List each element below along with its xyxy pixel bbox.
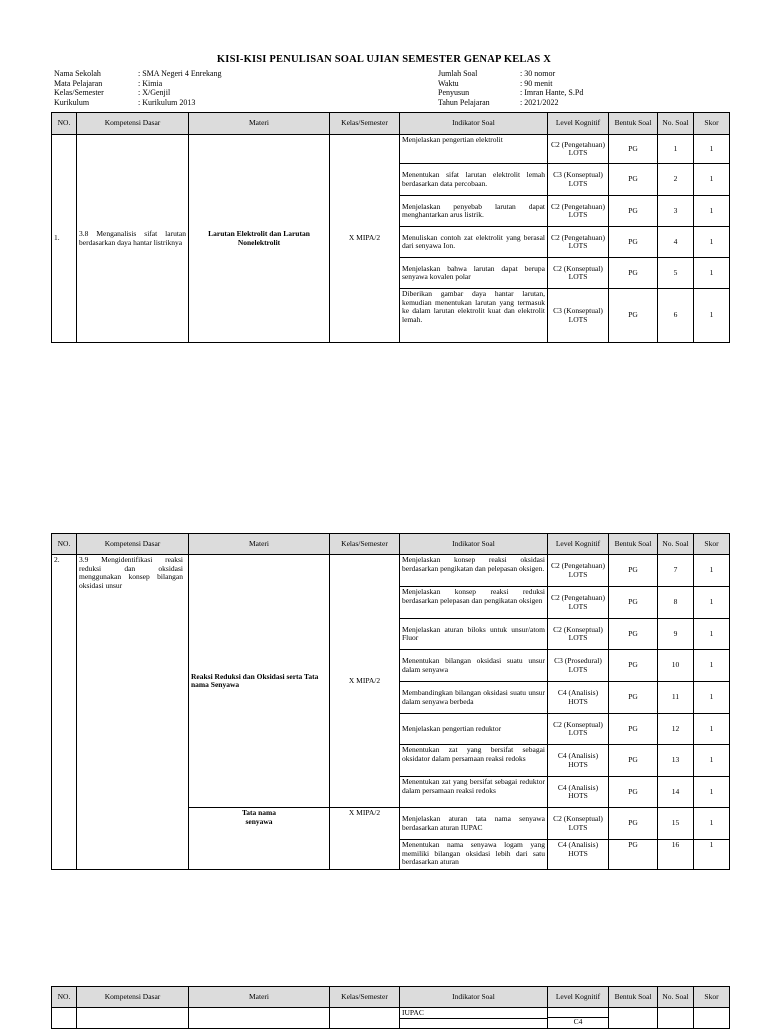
cell-level: C2 (Konseptual) LOTS: [548, 714, 609, 745]
cell-level: C2 (Pengetahuan) LOTS: [548, 227, 609, 258]
info-value: : X/Genjil: [138, 88, 171, 98]
info-label: Kelas/Semester: [54, 88, 104, 98]
header-bentuk: Bentuk Soal: [609, 113, 658, 135]
header-kd: Kompetensi Dasar: [77, 987, 189, 1008]
cell-indikator: Menjelaskan pengertian elektrolit: [400, 135, 548, 164]
cell-level: C2 (Konseptual) LOTS: [548, 258, 609, 289]
cell-materi: Larutan Elektrolit dan Larutan Nonelektrolit: [189, 135, 330, 343]
header-kelas: Kelas/Semester: [330, 987, 400, 1008]
table-header-row: [52, 113, 730, 135]
cell-kd: [77, 1008, 189, 1029]
cell-indikator: Menjelaskan penyebab larutan dapat menghantarkan arus listrik.: [400, 196, 548, 227]
cell-skor: 1: [694, 164, 730, 196]
cell-level: C2 (Pengetahuan) LOTS: [548, 555, 609, 587]
cell-materi: [189, 808, 330, 870]
cell-bentuk: PG: [609, 714, 658, 745]
cell-indikator: Menentukan zat yang bersifat sebagai reduktor dalam persamaan reaksi redoks: [400, 777, 548, 808]
indikator-text: IUPAC: [400, 1009, 547, 1019]
cell-level: C3 (Prosedural) LOTS: [548, 650, 609, 682]
cell-nosoal: 2: [658, 164, 694, 196]
cell-indikator: Menjelaskan konsep reaksi reduksi berdasarkan pelepasan dan pengikatan oksigen: [400, 587, 548, 619]
table-row: [52, 555, 730, 587]
cell-skor: 1: [694, 840, 730, 870]
header-indikator: Indikator Soal: [400, 113, 548, 135]
cell-indikator: Menjelaskan bahwa larutan dapat berupa senyawa kovalen polar: [400, 258, 548, 289]
cell-skor: 1: [694, 587, 730, 619]
cell-nosoal: 11: [658, 682, 694, 714]
header-materi: Materi: [189, 113, 330, 135]
cell-skor: 1: [694, 777, 730, 808]
cell-nosoal: 16: [658, 840, 694, 870]
cell-bentuk: PG: [609, 227, 658, 258]
table-header-row: [52, 987, 730, 1008]
header-nosoal: No. Soal: [658, 987, 694, 1008]
header-kd: Kompetensi Dasar: [77, 534, 189, 555]
info-label: Waktu: [438, 78, 459, 88]
cell-indikator: Menjelaskan aturan biloks untuk unsur/atom Fluor: [400, 619, 548, 650]
cell-bentuk: PG: [609, 682, 658, 714]
cell-skor: 1: [694, 619, 730, 650]
cell-level: C2 (Pengetahuan) LOTS: [548, 196, 609, 227]
cell-nosoal: 15: [658, 808, 694, 840]
cell-skor: 1: [694, 555, 730, 587]
kisi-table-1: [51, 112, 730, 343]
header-kd: Kompetensi Dasar: [77, 113, 189, 135]
cell-kelas: X MIPA/2: [330, 555, 400, 808]
cell-bentuk: PG: [609, 808, 658, 840]
cell-skor: 1: [694, 714, 730, 745]
cell-nosoal: 3: [658, 196, 694, 227]
cell-no: [52, 1008, 77, 1029]
cell-nosoal: 1: [658, 135, 694, 164]
cell-bentuk: PG: [609, 555, 658, 587]
document-title: KISI-KISI PENULISAN SOAL UJIAN SEMESTER GENAP KELAS X: [216, 54, 552, 65]
cell-kd: 3.8 Menganalisis sifat larutan berdasarkan daya hantar listriknya: [77, 135, 189, 343]
cell-indikator: [400, 1008, 548, 1029]
cell-bentuk: PG: [609, 289, 658, 343]
cell-level: C2 (Konseptual) LOTS: [548, 619, 609, 650]
cell-no: 2.: [52, 555, 77, 870]
header-no: NO.: [52, 987, 77, 1008]
info-value: : 2021/2022: [520, 97, 559, 107]
cell-indikator: Membandingkan bilangan oksidasi suatu unsur dalam senyawa berbeda: [400, 682, 548, 714]
info-value: : Kimia: [138, 78, 163, 88]
header-skor: Skor: [694, 987, 730, 1008]
info-label: Kurikulum: [54, 97, 90, 107]
info-label: Mata Pelajaran: [54, 78, 103, 88]
info-label: Penyusun: [438, 88, 470, 98]
cell-nosoal: 7: [658, 555, 694, 587]
table-header-row: [52, 534, 730, 555]
cell-materi: Reaksi Reduksi dan Oksidasi serta Tata nama Senyawa: [189, 555, 330, 808]
cell-level: C2 (Pengetahuan) LOTS: [548, 135, 609, 164]
cell-nosoal: 9: [658, 619, 694, 650]
cell-indikator: Menjelaskan konsep reaksi oksidasi berdasarkan pengikatan dan pelepasan oksigen.: [400, 555, 548, 587]
kisi-table-2: [51, 533, 730, 870]
cell-skor: 1: [694, 745, 730, 777]
cell-indikator: Menentukan bilangan oksidasi suatu unsur dalam senyawa: [400, 650, 548, 682]
cell-bentuk: PG: [609, 840, 658, 870]
info-value: : Kurikulum 2013: [138, 97, 196, 107]
indikator-text: Menentukan nama senyawa logam yang memiliki bilangan oksidasi lebih dari satu berdasarkan aturan: [402, 841, 545, 866]
cell-skor: 1: [694, 808, 730, 840]
cell-skor: 1: [694, 227, 730, 258]
cell-skor: 1: [694, 650, 730, 682]
info-value: : 90 menit: [520, 78, 553, 88]
table-row: [52, 135, 730, 164]
cell-bentuk: PG: [609, 777, 658, 808]
info-label: Nama Sekolah: [54, 69, 101, 78]
cell-nosoal: 5: [658, 258, 694, 289]
cell-nosoal: 10: [658, 650, 694, 682]
cell-bentuk: PG: [609, 135, 658, 164]
cell-indikator: Menjelaskan aturan tata nama senyawa berdasarkan aturan IUPAC: [400, 808, 548, 840]
cell-level: C3 (Konseptual) LOTS: [548, 289, 609, 343]
cell-bentuk: PG: [609, 196, 658, 227]
cell-indikator: Menentukan sifat larutan elektrolit lemah berdasarkan data percobaan.: [400, 164, 548, 196]
header-level: Level Kognitif: [548, 113, 609, 135]
cell-indikator: Menjelaskan pengertian reduktor: [400, 714, 548, 745]
cell-bentuk: PG: [609, 164, 658, 196]
cell-level: C2 (Konseptual) LOTS: [548, 808, 609, 840]
header-materi: Materi: [189, 534, 330, 555]
cell-level: [548, 1008, 609, 1029]
cell-nosoal: 13: [658, 745, 694, 777]
header-bentuk: Bentuk Soal: [609, 987, 658, 1008]
info-value: : Imran Hante, S.Pd: [520, 88, 584, 98]
header-level: Level Kognitif: [548, 534, 609, 555]
header-indikator: Indikator Soal: [400, 534, 548, 555]
cell-bentuk: PG: [609, 650, 658, 682]
cell-level: C4 (Analisis) HOTS: [548, 840, 609, 870]
level-text: C4: [548, 1017, 608, 1027]
cell-kelas: X MIPA/2: [330, 808, 400, 870]
info-right: [438, 69, 583, 107]
cell-level: C4 (Analisis) HOTS: [548, 682, 609, 714]
cell-skor: 1: [694, 258, 730, 289]
header-kelas: Kelas/Semester: [330, 113, 400, 135]
info-label: Jumlah Soal: [438, 69, 478, 78]
cell-level: C3 (Konseptual) LOTS: [548, 164, 609, 196]
header-level: Level Kognitif: [548, 987, 609, 1008]
cell-bentuk: PG: [609, 619, 658, 650]
cell-indikator: Menentukan zat yang bersifat sebagai oksidator dalam persamaan reaksi redoks: [400, 745, 548, 777]
cell-nosoal: [658, 1008, 694, 1029]
header-skor: Skor: [694, 534, 730, 555]
cell-skor: 1: [694, 289, 730, 343]
cell-bentuk: PG: [609, 258, 658, 289]
cell-level: C4 (Analisis) HOTS: [548, 777, 609, 808]
cell-kd: [77, 555, 189, 870]
header-no: NO.: [52, 534, 77, 555]
header-nosoal: No. Soal: [658, 534, 694, 555]
cell-kelas: X MIPA/2: [330, 135, 400, 343]
cell-no: 1.: [52, 135, 77, 343]
header-kelas: Kelas/Semester: [330, 534, 400, 555]
cell-level: C2 (Pengetahuan) LOTS: [548, 587, 609, 619]
cell-materi: [189, 1008, 330, 1029]
info-value: : SMA Negeri 4 Enrekang: [138, 69, 222, 78]
header-bentuk: Bentuk Soal: [609, 534, 658, 555]
cell-nosoal: 12: [658, 714, 694, 745]
header-no: NO.: [52, 113, 77, 135]
kisi-table-3: [51, 986, 730, 1029]
table-row: [52, 1008, 730, 1029]
cell-nosoal: 4: [658, 227, 694, 258]
cell-indikator: Diberikan gambar daya hantar larutan, kemudian menentukan larutan yang termasuk ke dalam larutan elektrolit kuat dan elektrolit lemah.: [400, 289, 548, 343]
cell-kelas: [330, 1008, 400, 1029]
cell-skor: 1: [694, 196, 730, 227]
header-indikator: Indikator Soal: [400, 987, 548, 1008]
materi-text: Tata nama senyawa: [241, 808, 277, 826]
cell-nosoal: 14: [658, 777, 694, 808]
header-nosoal: No. Soal: [658, 113, 694, 135]
cell-bentuk: [609, 1008, 658, 1029]
info-label: Tahun Pelajaran: [438, 97, 490, 107]
info-value: : 30 nomor: [520, 69, 556, 78]
cell-indikator: Menuliskan contoh zat elektrolit yang berasal dari senyawa Ion.: [400, 227, 548, 258]
cell-indikator: [400, 840, 548, 870]
cell-bentuk: PG: [609, 587, 658, 619]
cell-skor: [694, 1008, 730, 1029]
cell-nosoal: 6: [658, 289, 694, 343]
cell-bentuk: PG: [609, 745, 658, 777]
header-skor: Skor: [694, 113, 730, 135]
cell-nosoal: 8: [658, 587, 694, 619]
info-left: [54, 69, 222, 107]
header-materi: Materi: [189, 987, 330, 1008]
cell-skor: 1: [694, 682, 730, 714]
cell-skor: 1: [694, 135, 730, 164]
kd-text: 3.9 Mengidentifikasi reaksi reduksi dan oksidasi menggunakan konsep bilangan oksidasi unsur: [79, 555, 183, 590]
cell-level: C4 (Analisis) HOTS: [548, 745, 609, 777]
